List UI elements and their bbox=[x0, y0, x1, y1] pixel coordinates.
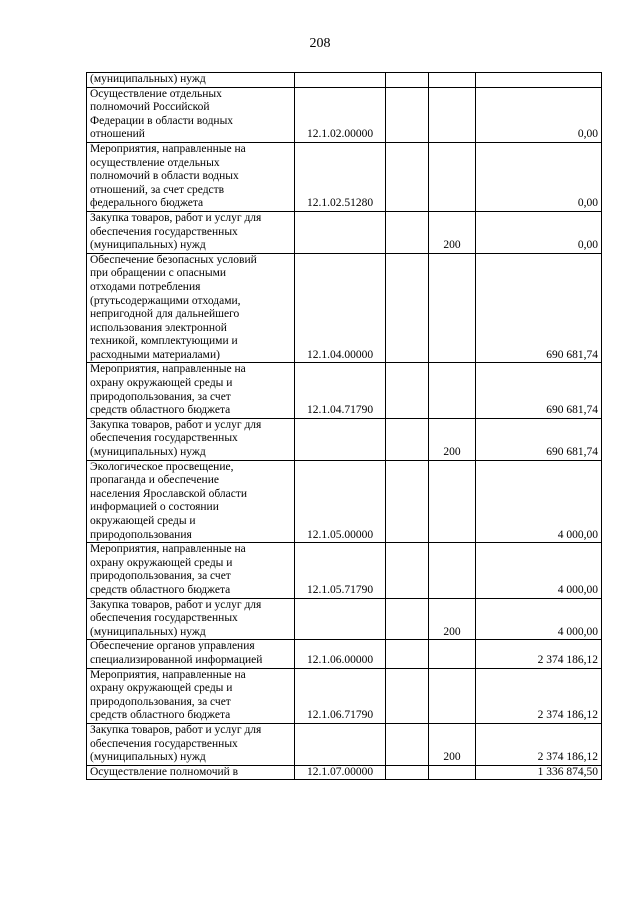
target-code-cell bbox=[295, 211, 386, 253]
expense-type-cell bbox=[429, 543, 476, 598]
amount-cell: 690 681,74 bbox=[476, 363, 602, 418]
expense-type-cell bbox=[429, 640, 476, 668]
amount-cell: 690 681,74 bbox=[476, 253, 602, 363]
table-row bbox=[87, 723, 602, 765]
expense-type-cell bbox=[429, 765, 476, 780]
table-row bbox=[87, 668, 602, 723]
target-code-cell: 12.1.02.51280 bbox=[295, 142, 386, 211]
empty-cell bbox=[386, 640, 429, 668]
expense-name-cell: Мероприятия, направленные на охрану окружающей среды и природопользования, за счет средств областного бюджета bbox=[87, 668, 295, 723]
expense-type-cell bbox=[429, 363, 476, 418]
expense-type-cell bbox=[429, 460, 476, 543]
amount-cell: 4 000,00 bbox=[476, 543, 602, 598]
empty-cell bbox=[386, 142, 429, 211]
amount-cell: 0,00 bbox=[476, 142, 602, 211]
amount-cell: 0,00 bbox=[476, 87, 602, 142]
empty-cell bbox=[386, 363, 429, 418]
amount-cell: 0,00 bbox=[476, 211, 602, 253]
empty-cell bbox=[386, 668, 429, 723]
expense-name-cell: Мероприятия, направленные на осуществление отдельных полномочий в области водных отношений, за счет средств федерального бюджета bbox=[87, 142, 295, 211]
amount-cell: 2 374 186,12 bbox=[476, 723, 602, 765]
target-code-cell bbox=[295, 598, 386, 640]
amount-cell: 4 000,00 bbox=[476, 460, 602, 543]
amount-cell: 1 336 874,50 bbox=[476, 765, 602, 780]
target-code-cell bbox=[295, 73, 386, 88]
expense-name-cell: Закупка товаров, работ и услуг для обеспечения государственных (муниципальных) нужд bbox=[87, 598, 295, 640]
table-row bbox=[87, 598, 602, 640]
expense-type-cell: 200 bbox=[429, 598, 476, 640]
expense-name-cell: (муниципальных) нужд bbox=[87, 73, 295, 88]
empty-cell bbox=[386, 253, 429, 363]
expense-name-cell: Обеспечение безопасных условий при обращении с опасными отходами потребления (ртутьсодержащими отходами, непригодной для дальнейшего использования электронной техникой, комплектующими и расходными материалами) bbox=[87, 253, 295, 363]
empty-cell bbox=[386, 460, 429, 543]
table-row bbox=[87, 640, 602, 668]
target-code-cell: 12.1.06.00000 bbox=[295, 640, 386, 668]
amount-cell bbox=[476, 73, 602, 88]
expense-type-cell bbox=[429, 668, 476, 723]
expense-name-cell: Мероприятия, направленные на охрану окружающей среды и природопользования, за счет средств областного бюджета bbox=[87, 543, 295, 598]
table-row bbox=[87, 73, 602, 88]
target-code-cell: 12.1.06.71790 bbox=[295, 668, 386, 723]
empty-cell bbox=[386, 73, 429, 88]
target-code-cell: 12.1.05.00000 bbox=[295, 460, 386, 543]
amount-cell: 4 000,00 bbox=[476, 598, 602, 640]
expense-type-cell bbox=[429, 142, 476, 211]
table-row bbox=[87, 253, 602, 363]
target-code-cell: 12.1.05.71790 bbox=[295, 543, 386, 598]
expense-name-cell: Экологическое просвещение, пропаганда и обеспечение населения Ярославской области информацией о состоянии окружающей среды и природопользования bbox=[87, 460, 295, 543]
target-code-cell: 12.1.04.00000 bbox=[295, 253, 386, 363]
target-code-cell bbox=[295, 723, 386, 765]
budget-table bbox=[86, 72, 602, 780]
empty-cell bbox=[386, 598, 429, 640]
expense-type-cell bbox=[429, 87, 476, 142]
expense-name-cell: Закупка товаров, работ и услуг для обеспечения государственных (муниципальных) нужд bbox=[87, 418, 295, 460]
target-code-cell bbox=[295, 418, 386, 460]
table-row bbox=[87, 142, 602, 211]
budget-table-body bbox=[87, 73, 602, 780]
amount-cell: 2 374 186,12 bbox=[476, 668, 602, 723]
amount-cell: 690 681,74 bbox=[476, 418, 602, 460]
empty-cell bbox=[386, 418, 429, 460]
table-row bbox=[87, 765, 602, 780]
table-row bbox=[87, 363, 602, 418]
empty-cell bbox=[386, 87, 429, 142]
target-code-cell: 12.1.02.00000 bbox=[295, 87, 386, 142]
target-code-cell: 12.1.07.00000 bbox=[295, 765, 386, 780]
empty-cell bbox=[386, 723, 429, 765]
expense-name-cell: Мероприятия, направленные на охрану окружающей среды и природопользования, за счет средств областного бюджета bbox=[87, 363, 295, 418]
empty-cell bbox=[386, 211, 429, 253]
table-row bbox=[87, 460, 602, 543]
expense-type-cell bbox=[429, 253, 476, 363]
table-row bbox=[87, 87, 602, 142]
expense-name-cell: Обеспечение органов управления специализированной информацией bbox=[87, 640, 295, 668]
expense-name-cell: Осуществление отдельных полномочий Российской Федерации в области водных отношений bbox=[87, 87, 295, 142]
page-number: 208 bbox=[309, 36, 331, 51]
expense-type-cell: 200 bbox=[429, 418, 476, 460]
table-row bbox=[87, 543, 602, 598]
expense-type-cell: 200 bbox=[429, 723, 476, 765]
target-code-cell: 12.1.04.71790 bbox=[295, 363, 386, 418]
amount-cell: 2 374 186,12 bbox=[476, 640, 602, 668]
expense-type-cell bbox=[429, 73, 476, 88]
expense-type-cell: 200 bbox=[429, 211, 476, 253]
expense-name-cell: Осуществление полномочий в bbox=[87, 765, 295, 780]
table-row bbox=[87, 211, 602, 253]
empty-cell bbox=[386, 543, 429, 598]
table-row bbox=[87, 418, 602, 460]
expense-name-cell: Закупка товаров, работ и услуг для обеспечения государственных (муниципальных) нужд bbox=[87, 211, 295, 253]
empty-cell bbox=[386, 765, 429, 780]
expense-name-cell: Закупка товаров, работ и услуг для обеспечения государственных (муниципальных) нужд bbox=[87, 723, 295, 765]
